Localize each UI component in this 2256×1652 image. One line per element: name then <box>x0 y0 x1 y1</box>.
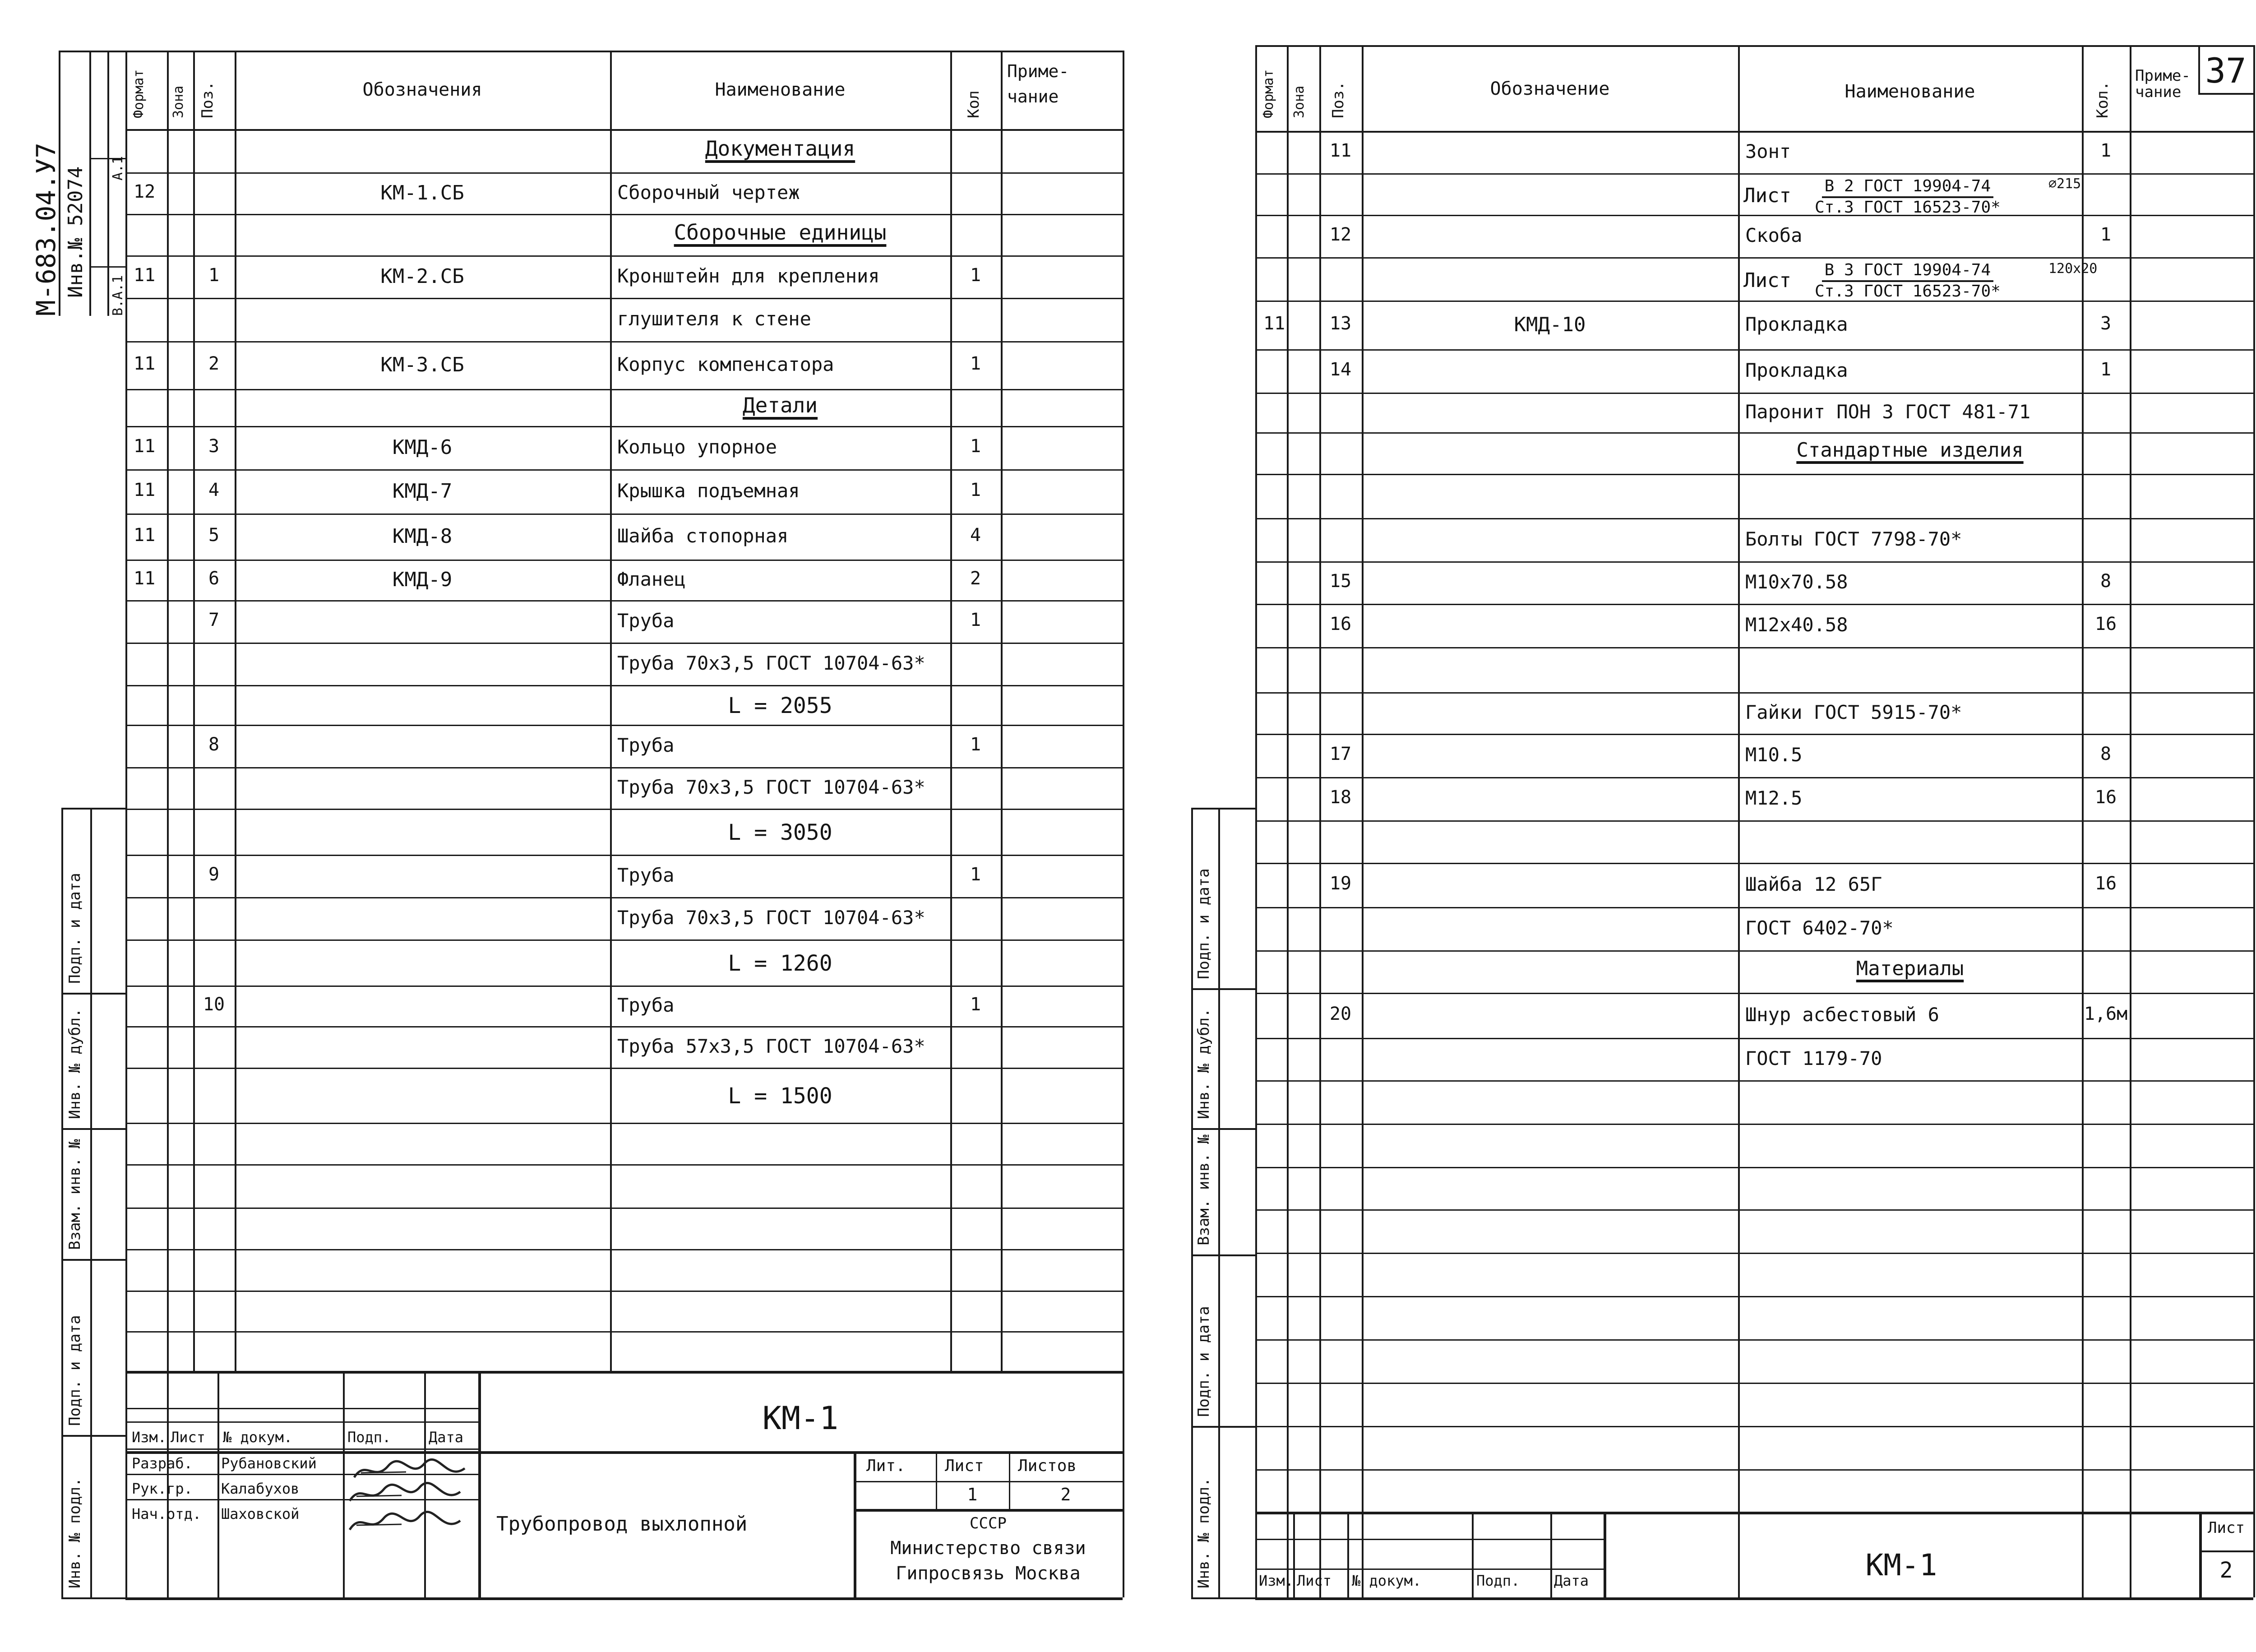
side-label: Подп. и дата <box>1195 868 1213 979</box>
row-line <box>125 685 1123 686</box>
cell-designation: КМД-8 <box>392 525 453 548</box>
cell-name: ГОСТ 1179-70 <box>1745 1047 1882 1069</box>
header-bottom-line <box>125 129 1123 131</box>
cell-name: Труба <box>617 994 675 1016</box>
cell-position: 7 <box>208 610 220 630</box>
cell-name: М12х40.58 <box>1745 614 1848 636</box>
row-line <box>1255 393 2253 394</box>
side-strip-line <box>61 993 125 995</box>
cell-format: 12 <box>134 181 156 202</box>
stamp-line <box>89 266 125 268</box>
titleblock-person: Калабухов <box>221 1480 300 1497</box>
page-number-box <box>2198 93 2253 95</box>
cell-format: 11 <box>134 525 156 546</box>
cell-name: Труба 70х3,5 ГОСТ 10704-63* <box>617 907 925 929</box>
cell-length: L = 1500 <box>728 1083 832 1109</box>
header-format: Формат <box>131 69 147 118</box>
side-strip-line <box>61 808 125 810</box>
side-strip-line <box>61 808 63 1597</box>
column-line <box>167 51 169 1371</box>
titleblock-col-data: Дата <box>1554 1572 1589 1589</box>
fraction-numerator: В 3 ГОСТ 19904-74 <box>1822 261 1993 282</box>
cell-quantity: 1 <box>2100 140 2112 161</box>
titleblock-col <box>343 1371 345 1597</box>
cell-position: 6 <box>208 568 220 589</box>
titleblock-sheet-label: Лист <box>945 1457 984 1475</box>
row-line <box>1255 950 2253 952</box>
cell-name: Труба 57х3,5 ГОСТ 10704-63* <box>617 1035 925 1057</box>
cell-name: Прокладка <box>1745 359 1848 381</box>
section-heading: Детали <box>742 393 818 417</box>
sheet-right-border <box>1123 51 1124 1597</box>
row-line <box>1255 1296 2253 1297</box>
titleblock-col <box>217 1371 219 1597</box>
stamp-line <box>107 51 109 316</box>
titleblock-sheets: 2 <box>1060 1485 1071 1504</box>
header-zone: Зона <box>171 85 186 118</box>
section-heading: Сборочные единицы <box>674 220 887 245</box>
cell-quantity: 1 <box>970 864 981 885</box>
titleblock-sheets-label: Листов <box>1018 1457 1077 1475</box>
titleblock-sheet-label: Лист <box>2208 1519 2245 1537</box>
cell-quantity: 8 <box>2100 571 2112 592</box>
row-line <box>125 560 1123 561</box>
side-strip-line <box>1218 808 1220 1597</box>
cell-name: М10.5 <box>1745 744 1803 766</box>
fraction-size: ⌀215 <box>2048 176 2081 192</box>
cell-designation: КМД-7 <box>392 480 453 503</box>
titleblock-role: Разраб. <box>132 1455 193 1472</box>
side-label: Инв. № дубл. <box>1195 1008 1213 1119</box>
side-label: Подп. и дата <box>66 873 84 984</box>
row-line <box>125 600 1123 602</box>
titleblock-person: Рубановский <box>221 1455 317 1472</box>
titleblock-mid <box>478 1451 1123 1454</box>
cell-quantity: 1 <box>2100 224 2112 245</box>
cell-name: Корпус компенсатора <box>617 353 834 375</box>
row-line <box>125 855 1123 856</box>
cell-name: Шайба стопорная <box>617 525 789 547</box>
titleblock-top <box>1255 1512 2253 1514</box>
titleblock-col-list: Лист <box>171 1429 206 1446</box>
header-name: Наименование <box>715 79 846 100</box>
row-line <box>1255 257 2253 259</box>
row-line <box>1255 1167 2253 1168</box>
header-qty: Кол <box>965 90 983 118</box>
cell-name: Труба <box>617 610 675 632</box>
row-line <box>125 1164 1123 1166</box>
row-line <box>1255 1253 2253 1254</box>
titleblock-col-data: Дата <box>429 1429 464 1446</box>
cell-name: Труба <box>617 734 675 756</box>
cell-format: 11 <box>134 568 156 589</box>
row-line <box>125 725 1123 726</box>
fraction-numerator: В 2 ГОСТ 19904-74 <box>1822 177 1993 198</box>
cell-position: 4 <box>208 480 220 500</box>
cell-designation: КМ-1.СБ <box>380 181 464 204</box>
cell-position: 12 <box>1329 224 1352 245</box>
cell-name: М10х70.58 <box>1745 571 1848 593</box>
cell-position: 15 <box>1329 571 1352 592</box>
cell-length: L = 1260 <box>728 951 832 976</box>
row-line <box>125 469 1123 471</box>
side-label: Подп. и дата <box>1195 1306 1213 1417</box>
margin-stamp-inventory: Инв.№ 52074 <box>64 166 87 298</box>
titleblock-lit-label: Лит. <box>866 1457 906 1475</box>
row-line <box>125 298 1123 299</box>
cell-position: 8 <box>208 734 220 755</box>
cell-quantity: 1 <box>970 734 981 755</box>
side-label: Инв. № дубл. <box>66 1008 84 1119</box>
titleblock-row <box>854 1481 1123 1482</box>
row-line <box>1255 1339 2253 1341</box>
cell-name: Прокладка <box>1745 313 1848 335</box>
row-line <box>1255 301 2253 302</box>
row-line <box>1255 349 2253 351</box>
cell-position: 13 <box>1329 313 1352 334</box>
cell-length: L = 2055 <box>728 693 832 718</box>
titleblock-role: Нач.отд. <box>132 1505 202 1522</box>
row-line <box>1255 647 2253 648</box>
cell-quantity: 1 <box>970 480 981 500</box>
titleblock-col-ndoc: № докум. <box>1352 1572 1422 1589</box>
cell-name: Гайки ГОСТ 5915-70* <box>1745 701 1962 723</box>
cell-position: 19 <box>1329 873 1352 894</box>
side-strip-line <box>1191 808 1193 1597</box>
side-label: Инв. № подл. <box>1195 1477 1213 1588</box>
titleblock-title: Трубопровод выхлопной <box>496 1513 748 1536</box>
sheet-top-border <box>1255 45 2253 47</box>
titleblock-org: Министерство связи <box>890 1538 1086 1559</box>
row-line <box>125 1208 1123 1209</box>
titleblock-org: Гипросвязь Москва <box>896 1563 1081 1584</box>
row-line <box>125 172 1123 174</box>
row-line <box>1255 907 2253 908</box>
column-line <box>1001 51 1003 1371</box>
cell-position: 11 <box>1329 140 1352 161</box>
cell-position: 10 <box>203 994 225 1015</box>
side-strip-line <box>1191 1426 1255 1428</box>
fraction-prefix: Лист <box>1743 184 1791 207</box>
cell-name: Фланец <box>617 568 686 590</box>
row-line <box>1255 1080 2253 1082</box>
cell-position: 17 <box>1329 744 1352 764</box>
row-line <box>125 1123 1123 1124</box>
fraction-denominator: Ст.3 ГОСТ 16523-70* <box>1815 282 2001 301</box>
titleblock-role: Рук.гр. <box>132 1480 193 1497</box>
row-line <box>125 897 1123 898</box>
column-line <box>193 51 195 1371</box>
titleblock-sheet: 2 <box>2219 1558 2233 1583</box>
row-line <box>1255 1038 2253 1039</box>
row-line <box>125 341 1123 342</box>
fraction-prefix: Лист <box>1743 269 1791 292</box>
cell-name: Труба <box>617 864 675 886</box>
row-line <box>125 986 1123 987</box>
row-line <box>1255 1209 2253 1211</box>
cell-name: Зонт <box>1745 140 1791 162</box>
margin-stamp-sheet-a: А.1 <box>110 156 126 180</box>
cell-designation: КМД-6 <box>392 436 453 459</box>
cell-name: глушителя к стене <box>617 308 811 330</box>
side-strip-line <box>1191 988 1255 990</box>
row-line <box>125 1249 1123 1250</box>
section-heading: Материалы <box>1856 957 1964 980</box>
row-line <box>1255 215 2253 216</box>
row-line <box>1255 1426 2253 1427</box>
signature <box>347 1507 465 1541</box>
cell-quantity: 4 <box>970 525 981 546</box>
side-strip-line <box>61 1128 125 1130</box>
row-line <box>1255 432 2253 434</box>
cell-position: 1 <box>208 265 220 286</box>
cell-length: L = 3050 <box>728 820 832 845</box>
side-strip-line <box>61 1435 125 1437</box>
header-note: Приме-чание <box>2135 67 2191 101</box>
cell-name: Шнур асбестовый 6 <box>1745 1004 1939 1026</box>
titleblock-top <box>125 1371 1123 1374</box>
header-designation: Обозначение <box>1490 79 1610 99</box>
titleblock-doc-code: КМ-1 <box>1865 1548 1937 1583</box>
cell-position: 18 <box>1329 787 1352 808</box>
row-line <box>125 426 1123 427</box>
cell-quantity: 16 <box>2094 873 2117 894</box>
titleblock-col <box>1347 1512 1349 1597</box>
row-line <box>125 1068 1123 1069</box>
row-line <box>125 389 1123 390</box>
row-line <box>1255 474 2253 475</box>
section-heading: Документация <box>705 136 855 161</box>
row-line <box>1255 604 2253 605</box>
cell-format: 11 <box>134 353 156 374</box>
side-strip-line <box>1191 808 1255 810</box>
cell-quantity: 1,6м <box>2084 1004 2128 1024</box>
titleblock-row <box>854 1509 1123 1512</box>
cell-format: 11 <box>134 436 156 457</box>
cell-quantity: 3 <box>2100 313 2112 334</box>
header-pos: Поз. <box>1329 81 1347 118</box>
margin-stamp-sheet-b: В.А.1 <box>110 275 126 316</box>
row-line <box>1255 518 2253 519</box>
titleblock-col-izm: Изм. <box>1259 1572 1294 1589</box>
column-line <box>950 51 952 1371</box>
titleblock-col-ndoc: № докум. <box>223 1429 293 1446</box>
cell-position: 20 <box>1329 1004 1352 1024</box>
row-line <box>1255 777 2253 778</box>
cell-name: Кронштейн для крепления <box>617 265 880 287</box>
stamp-line <box>89 51 91 316</box>
row-line <box>125 255 1123 257</box>
titleblock-col <box>1472 1512 1474 1597</box>
header-format: Формат <box>1261 69 1276 118</box>
row-line <box>125 514 1123 515</box>
cell-designation: КМД-9 <box>392 568 453 591</box>
header-pos: Поз. <box>199 81 217 118</box>
titleblock-col-list: Лист <box>1297 1572 1332 1589</box>
row-line <box>1255 1383 2253 1384</box>
side-strip-line <box>1191 1254 1255 1256</box>
titleblock-person: Шаховской <box>221 1505 300 1522</box>
header-name: Наименование <box>1845 81 1975 102</box>
cell-designation: КМ-3.СБ <box>380 353 464 376</box>
header-zone: Зона <box>1291 85 1307 118</box>
cell-format: 11 <box>134 480 156 500</box>
side-strip-line <box>1191 1597 1255 1599</box>
sheet-top-border <box>125 51 1123 52</box>
titleblock-doc-code: КМ-1 <box>762 1400 839 1437</box>
material-fraction <box>1815 177 2001 217</box>
titleblock-row <box>2199 1550 2253 1552</box>
row-line <box>125 767 1123 768</box>
titleblock-col <box>1550 1512 1552 1597</box>
side-label: Инв. № подл. <box>66 1477 84 1588</box>
cell-position: 2 <box>208 353 220 374</box>
cell-quantity: 1 <box>970 353 981 374</box>
page-number: 37 <box>2205 51 2247 91</box>
titleblock-col-podp: Подп. <box>347 1429 391 1446</box>
cell-name: М12.5 <box>1745 787 1803 809</box>
cell-name: Шайба 12 65Г <box>1745 873 1882 895</box>
cell-quantity: 8 <box>2100 744 2112 764</box>
stamp-line <box>59 51 125 52</box>
cell-position: 9 <box>208 864 220 885</box>
side-strip-line <box>90 808 92 1597</box>
cell-name: Болты ГОСТ 7798-70* <box>1745 528 1962 550</box>
row-line <box>1255 734 2253 735</box>
cell-designation: КМД-10 <box>1514 313 1586 336</box>
cell-quantity: 16 <box>2094 614 2117 634</box>
header-designation: Обозначения <box>362 79 482 100</box>
titleblock-org: СССР <box>970 1514 1007 1532</box>
side-strip-line <box>1191 1128 1255 1130</box>
row-line <box>1255 820 2253 822</box>
fraction-size: 120х20 <box>2048 261 2098 277</box>
section-heading: Стандартные изделия <box>1796 439 2024 462</box>
cell-name: ГОСТ 6402-70* <box>1745 917 1894 939</box>
row-line <box>125 643 1123 644</box>
cell-quantity: 1 <box>970 610 981 630</box>
row-line <box>125 1026 1123 1027</box>
cell-format: 11 <box>134 265 156 286</box>
titleblock-bottom <box>1255 1597 2253 1600</box>
cell-position: 5 <box>208 525 220 546</box>
side-label: Взам. инв. № <box>66 1139 84 1250</box>
cell-name: Труба 70х3,5 ГОСТ 10704-63* <box>617 776 925 798</box>
row-line <box>1255 692 2253 694</box>
cell-quantity: 1 <box>970 994 981 1015</box>
margin-stamp-code: М-683.04.У7 <box>31 142 61 316</box>
cell-position: 3 <box>208 436 220 457</box>
titleblock-col-podp: Подп. <box>1476 1572 1520 1589</box>
cell-quantity: 1 <box>970 436 981 457</box>
cell-name: Труба 70х3,5 ГОСТ 10704-63* <box>617 652 925 674</box>
side-strip-line <box>61 1259 125 1261</box>
side-strip-line <box>61 1597 125 1599</box>
side-label: Подп. и дата <box>66 1315 84 1426</box>
cell-name: Кольцо упорное <box>617 436 777 458</box>
signature <box>347 1478 465 1512</box>
header-qty: Кол. <box>2094 81 2112 118</box>
row-line <box>125 1331 1123 1333</box>
cell-quantity: 1 <box>2100 359 2112 380</box>
side-label: Взам. инв. № <box>1195 1134 1213 1245</box>
cell-name: Сборочный чертеж <box>617 181 800 204</box>
header-note: Приме-чание <box>1007 61 1069 106</box>
cell-name: Скоба <box>1745 224 1803 246</box>
row-line <box>125 809 1123 810</box>
row-line <box>1255 993 2253 994</box>
row-line <box>1255 1469 2253 1471</box>
header-bottom-line <box>1255 131 2253 133</box>
row-line <box>1255 173 2253 175</box>
row-line <box>125 214 1123 215</box>
cell-quantity: 1 <box>970 265 981 286</box>
fraction-denominator: Ст.3 ГОСТ 16523-70* <box>1815 198 2001 217</box>
cell-position: 14 <box>1329 359 1352 380</box>
cell-quantity: 16 <box>2094 787 2117 808</box>
row-line <box>125 939 1123 941</box>
row-line <box>1255 561 2253 563</box>
titleblock-bottom <box>125 1597 1123 1600</box>
cell-name: Крышка подъемная <box>617 480 800 502</box>
row-line <box>125 1291 1123 1292</box>
cell-name: Паронит ПОН 3 ГОСТ 481-71 <box>1745 401 2031 423</box>
cell-quantity: 2 <box>970 568 981 589</box>
cell-designation: КМ-2.СБ <box>380 265 464 288</box>
column-line <box>235 51 236 1371</box>
cell-format: 11 <box>1263 313 1285 334</box>
row-line <box>1255 863 2253 864</box>
titleblock-col-izm: Изм. <box>132 1429 167 1446</box>
cell-position: 16 <box>1329 614 1352 634</box>
row-line <box>1255 1124 2253 1125</box>
sheet-right-border <box>2253 45 2255 1597</box>
material-fraction <box>1815 261 2001 301</box>
titleblock-sheet: 1 <box>967 1485 978 1504</box>
